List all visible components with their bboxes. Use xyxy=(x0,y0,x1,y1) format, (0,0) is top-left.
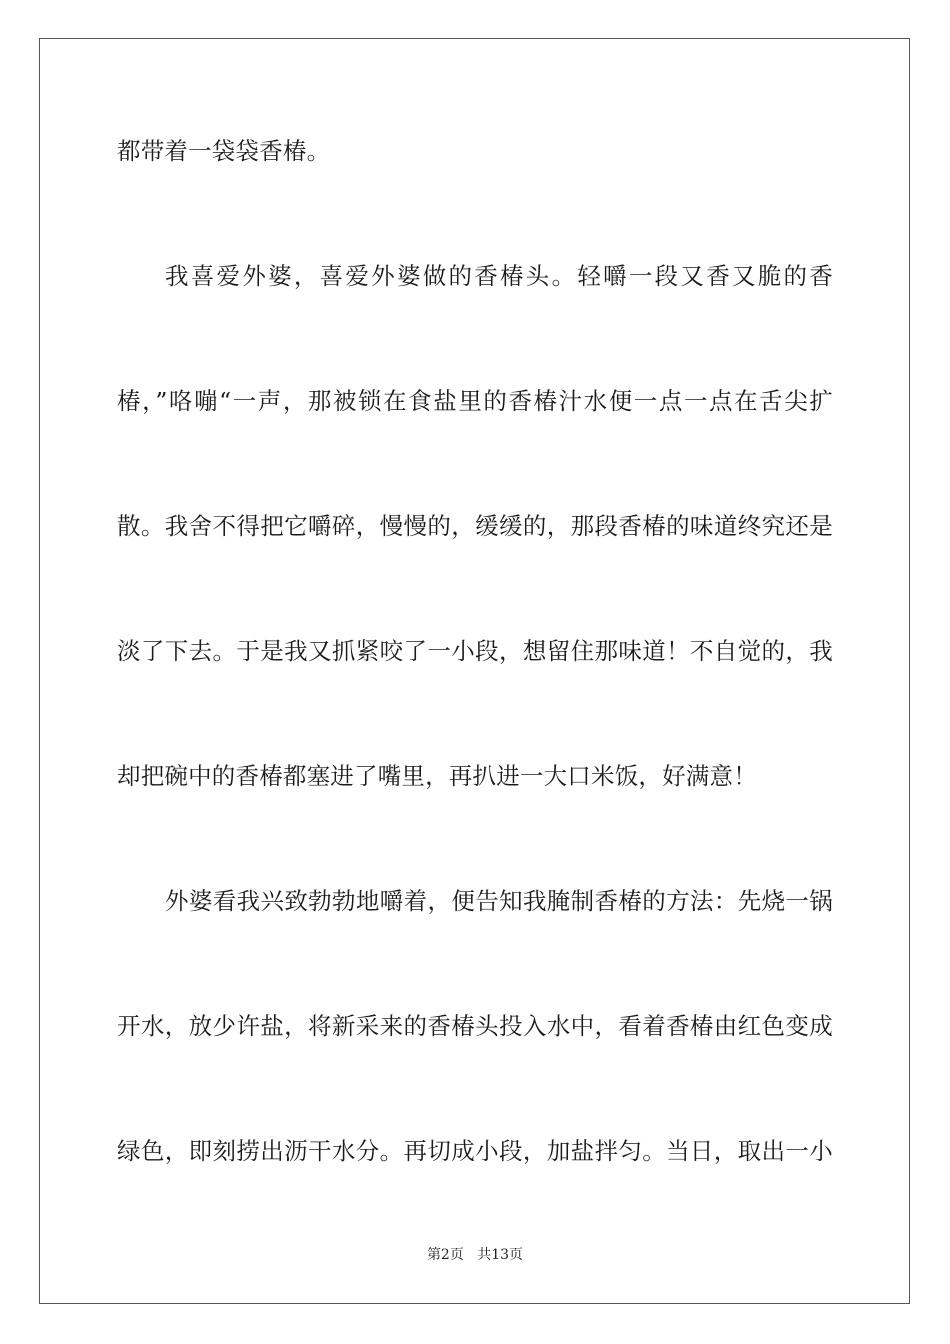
text-line-6: 却把碗中的香椿都塞进了嘴里，再扒进一大口米饭，好满意！ xyxy=(117,762,757,790)
text-line-9: 绿色，即刻捞出沥干水分。再切成小段，加盐拌匀。当日，取出一小 xyxy=(117,1137,833,1165)
page-border xyxy=(39,38,910,1304)
text-line-2: 我喜爱外婆，喜爱外婆做的香椿头。轻嚼一段又香又脆的香 xyxy=(165,262,833,290)
text-line-8: 开水，放少许盐，将新采来的香椿头投入水中，看着香椿由红色变成 xyxy=(117,1012,833,1040)
page-number: 第2页 xyxy=(426,1247,464,1263)
page-total: 共13页 xyxy=(477,1247,524,1263)
text-line-3: 椿，”咯嘣“一声，那被锁在食盐里的香椿汁水便一点一点在舌尖扩 xyxy=(117,387,833,415)
page-footer xyxy=(0,1245,950,1265)
text-line-5: 淡了下去。于是我又抓紧咬了一小段，想留住那味道！不自觉的，我 xyxy=(117,637,833,665)
text-line-1: 都带着一袋袋香椿。 xyxy=(117,137,331,165)
text-line-7: 外婆看我兴致勃勃地嚼着，便告知我腌制香椿的方法：先烧一锅 xyxy=(165,887,833,915)
text-line-4: 散。我舍不得把它嚼碎，慢慢的，缓缓的，那段香椿的味道终究还是 xyxy=(117,512,833,540)
